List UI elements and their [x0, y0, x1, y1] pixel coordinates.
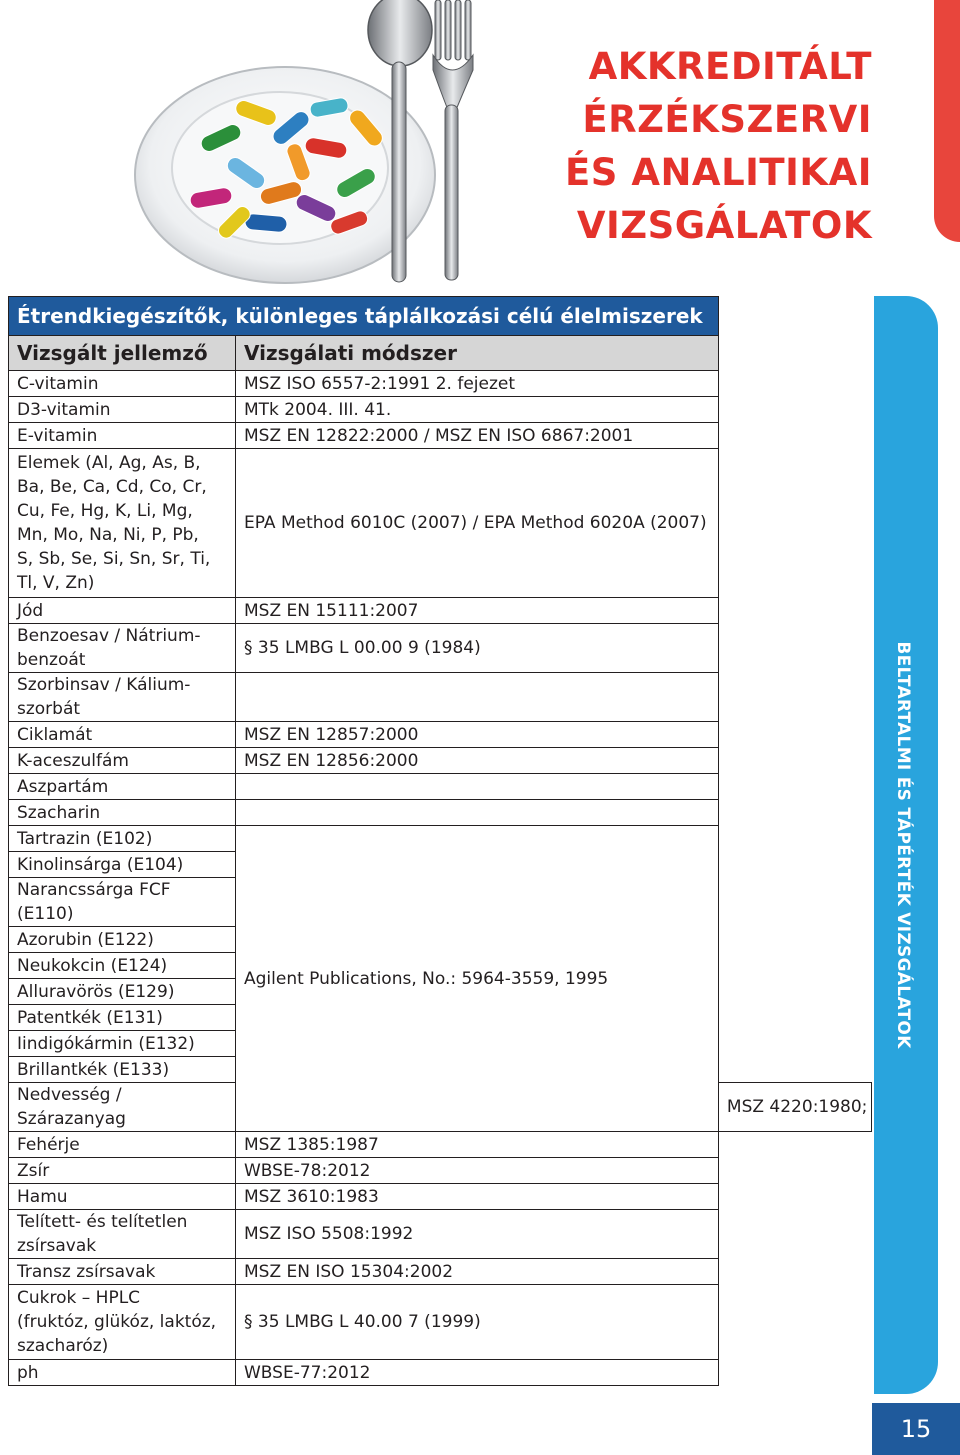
method-cell-empty — [236, 774, 719, 800]
side-category-label: BELTARTALMI ÉS TÁPÉRTÉK VIZSGÁLATOK — [893, 641, 913, 1049]
feature-cell: Hamu — [9, 1184, 236, 1210]
method-cell: MSZ EN ISO 15304:2002 — [236, 1259, 719, 1285]
method-cell: MSZ 1385:1987 — [236, 1132, 719, 1158]
line: szorbát — [17, 699, 81, 719]
feature-cell: Kinolinsárga (E104) — [9, 852, 236, 878]
method-cell: WBSE-77:2012 — [236, 1360, 719, 1386]
method-cell-empty — [236, 673, 719, 722]
line: Ba, Be, Ca, Cd, Co, Cr, — [17, 477, 207, 497]
line: Szorbinsav / Kálium- — [17, 675, 191, 695]
line: Telített- és telítetlen — [17, 1212, 188, 1232]
method-cell: MTk 2004. III. 41. — [236, 397, 719, 423]
feature-cell: Fehérje — [9, 1132, 236, 1158]
line: Mn, Mo, Na, Ni, P, Pb, — [17, 525, 199, 545]
feature-cell: Azorubin (E122) — [9, 927, 236, 953]
feature-cell — [9, 878, 236, 927]
line: Elemek (Al, Ag, As, B, — [17, 453, 201, 473]
feature-cell: Aszpartám — [9, 774, 236, 800]
feature-cell — [9, 673, 236, 722]
method-cell: MSZ 3610:1983 — [236, 1184, 719, 1210]
feature-cell-elements — [9, 449, 236, 598]
line: S, Sb, Se, Si, Sn, Sr, Ti, — [17, 549, 211, 569]
plate-with-pills-photo — [130, 0, 520, 285]
feature-cell: Patentkék (E131) — [9, 1005, 236, 1031]
page-headline — [560, 40, 872, 252]
feature-cell: Neukokcin (E124) — [9, 953, 236, 979]
feature-cell: Iindigókármin (E132) — [9, 1031, 236, 1057]
method-cell: MSZ EN 15111:2007 — [236, 598, 719, 624]
feature-cell: D3-vitamin — [9, 397, 236, 423]
method-cell: § 35 LMBG L 00.00 9 (1984) — [236, 624, 719, 673]
feature-cell: E-vitamin — [9, 423, 236, 449]
method-cell: § 35 LMBG L 40.00 7 (1999) — [236, 1285, 719, 1360]
page-number: 15 — [872, 1403, 960, 1455]
method-cell: MSZ ISO 6557-2:1991 2. fejezet — [236, 371, 719, 397]
line: Benzoesav / Nátrium- — [17, 626, 201, 646]
line: zsírsavak — [17, 1236, 97, 1256]
feature-cell — [9, 1083, 236, 1132]
headline-line-4: VIZSGÁLATOK — [576, 204, 872, 247]
line: Cu, Fe, Hg, K, Li, Mg, — [17, 501, 193, 521]
line: szacharóz) — [17, 1336, 109, 1356]
feature-cell: Szacharin — [9, 800, 236, 826]
feature-cell: Zsír — [9, 1158, 236, 1184]
method-cell: WBSE-78:2012 — [236, 1158, 719, 1184]
line: Tl, V, Zn) — [17, 573, 95, 593]
line: (fruktóz, glükóz, laktóz, — [17, 1312, 217, 1332]
feature-cell — [9, 1285, 236, 1360]
line: Narancssárga FCF — [17, 880, 171, 900]
method-cell: MSZ 4220:1980; — [718, 1083, 871, 1132]
method-cell: MSZ EN 12856:2000 — [236, 748, 719, 774]
headline-line-2: ÉRZÉKSZERVI — [582, 98, 872, 141]
method-cell: Agilent Publications, No.: 5964-3559, 1995 — [236, 826, 719, 1132]
red-corner-tab — [934, 0, 960, 242]
feature-cell: Tartrazin (E102) — [9, 826, 236, 852]
column-header-feature: Vizsgált jellemző — [9, 336, 236, 371]
column-header-method: Vizsgálati módszer — [236, 336, 719, 371]
table-title: Étrendkiegészítők, különleges táplálkozási célú élelmiszerek — [9, 297, 719, 336]
feature-cell: ph — [9, 1360, 236, 1386]
feature-cell: Brillantkék (E133) — [9, 1057, 236, 1083]
feature-cell: Ciklamát — [9, 722, 236, 748]
line: Cukrok – HPLC — [17, 1288, 141, 1308]
feature-cell — [9, 1210, 236, 1259]
line: Nedvesség / — [17, 1085, 122, 1105]
line: Szárazanyag — [17, 1109, 126, 1129]
method-cell-empty — [236, 800, 719, 826]
methods-table — [8, 296, 872, 1386]
feature-cell: Jód — [9, 598, 236, 624]
feature-cell: K-aceszulfám — [9, 748, 236, 774]
feature-cell — [9, 624, 236, 673]
headline-line-1: AKKREDITÁLT — [588, 45, 872, 88]
method-cell: EPA Method 6010C (2007) / EPA Method 6020A (2007) — [236, 449, 719, 598]
method-cell: MSZ EN 12857:2000 — [236, 722, 719, 748]
line: (E110) — [17, 904, 74, 924]
method-cell: MSZ EN 12822:2000 / MSZ EN ISO 6867:2001 — [236, 423, 719, 449]
feature-cell: Alluravörös (E129) — [9, 979, 236, 1005]
method-cell: MSZ ISO 5508:1992 — [236, 1210, 719, 1259]
line: benzoát — [17, 650, 86, 670]
feature-cell: C-vitamin — [9, 371, 236, 397]
headline-line-3: ÉS ANALITIKAI — [565, 151, 872, 194]
feature-cell: Transz zsírsavak — [9, 1259, 236, 1285]
